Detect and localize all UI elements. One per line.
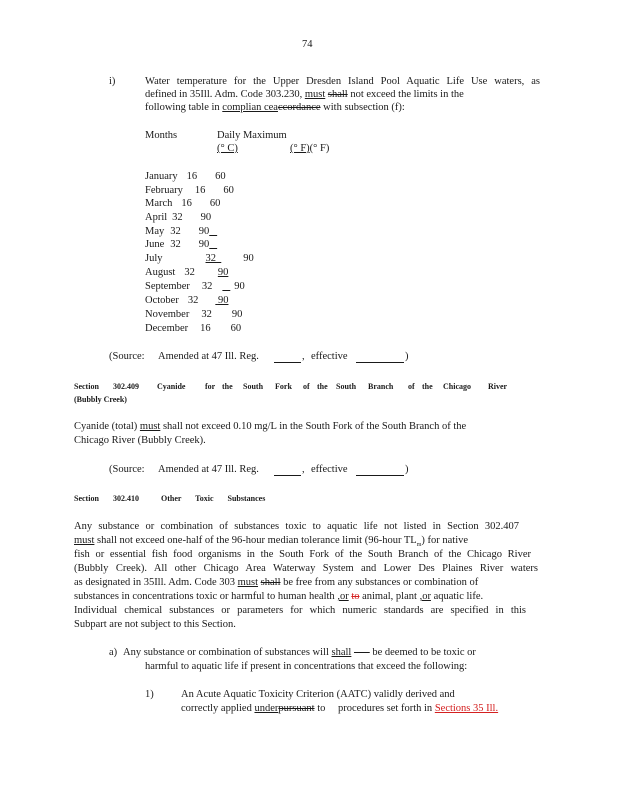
table-row: November 32 90 [145,309,243,320]
section-title-word: Fork [275,382,292,391]
section-title-word: Cyanide [157,382,186,391]
item-i-line3: following table in complian ceaccordance with subsection (f): [145,102,405,113]
sec410-line2: must shall not exceed one-half of the 96-hour median tolerance limit (96-hour $TL_m$) for native [74,535,469,549]
section-number: 302.410 [113,494,139,503]
section-title-word: of [303,382,310,391]
source-text: Amended at 47 Ill. Reg. [158,464,259,475]
item-a-line1: Any substance or combination of substances will shall be deemed to be toxic or [123,647,476,658]
section-title-word: Branch [368,382,394,391]
source-blank [356,475,404,476]
item-1-line2-tail: procedures set forth in Sections 35 Ill. [338,703,499,714]
sec410-line5: as designated in 35Ill. Adm. Code 303 must shall be free from any substances or combination of [74,577,479,588]
source-close: ) [405,464,409,475]
section-title-word: the [317,382,328,391]
item-1-line2: correctly applied underpursuant to [181,703,326,714]
section-title-word: Chicago [443,382,471,391]
table-row: April 32 90 [145,212,212,223]
source-label: (Source: [109,351,145,362]
table-row: February 16 60 [145,185,234,196]
section-heading-410: Section [74,494,99,503]
item-i-marker: i) [109,76,116,87]
table-header-daily-max: Daily Maximum [217,130,287,141]
item-1-marker: 1) [145,689,154,700]
table-row: July 32 90 [145,253,254,264]
source-comma: , [302,464,305,475]
source-text: Amended at 47 Ill. Reg. [158,351,259,362]
table-row: January 16 60 [145,171,226,182]
sec409-body-line2: Chicago River (Bubbly Creek). [74,435,206,446]
source-blank [356,362,404,363]
table-row: September 32 90 [145,281,245,292]
source-effective: effective [311,351,348,362]
section-title-word: of [408,382,415,391]
sec410-line4: (Bubbly Creek). All other Chicago Area Waterway System and Lower Des Plaines River waters [74,563,538,574]
sec410-line6: substances in concentrations toxic or harmful to human health ,or to animal, plant ,or aquatic life. [74,591,484,602]
item-1-line1: An Acute Aquatic Toxicity Criterion (AATC) validly derived and [181,689,455,700]
section-title-word: the [422,382,433,391]
sec410-line7: Individual chemical substances or parameters for which numeric standards are specified in this [74,605,526,616]
section-title-word: the [222,382,233,391]
table-header-months: Months [145,130,178,141]
source-close: ) [405,351,409,362]
source-label: (Source: [109,464,145,475]
section-heading-409: Section [74,382,99,391]
item-a-line2: harmful to aquatic life if present in concentrations that exceed the following: [145,661,468,672]
table-row: June 32 90 [145,239,210,250]
table-header-unit-f: (° F)(° F) [290,143,330,154]
table-row: March 16 60 [145,198,221,209]
sec410-line8: Subpart are not subject to this Section. [74,619,236,630]
table-row: December 16 60 [145,323,242,334]
section-title-word: for [205,382,216,391]
sec410-line1: Any substance or combination of substances toxic to aquatic life not listed in Section 302.407 [74,521,519,532]
sec409-body-line1: Cyanide (total) must shall not exceed 0.10 mg/L in the South Fork of the South Branch of the [74,421,467,432]
section-title-word: River [488,382,508,391]
section-number: 302.409 [113,382,139,391]
source-effective: effective [311,464,348,475]
source-comma: , [302,351,305,362]
item-a-marker: a) [109,647,118,658]
page-number: 74 [302,39,313,50]
source-blank [274,475,301,476]
section-title: Other Toxic Substances [161,494,266,503]
table-row: October 32 90 [145,295,229,306]
sec410-line3: fish or essential fish food organisms in the South Fork of the South Branch of the Chicago River [74,549,531,560]
section-title-word: South [336,382,357,391]
item-i-line1: Water temperature for the Upper Dresden Island Pool Aquatic Life Use waters, as [145,76,540,87]
table-header-unit-c: (° C) [217,143,238,154]
section-title-word: South [243,382,264,391]
source-blank [274,362,301,363]
section-title-line2: (Bubbly Creek) [74,395,127,404]
table-row: May 32 90 [145,226,210,237]
item-i-line2: defined in 35Ill. Adm. Code 303.230, must shall not exceed the limits in the [145,89,464,100]
table-row: August 32 90 [145,267,229,278]
